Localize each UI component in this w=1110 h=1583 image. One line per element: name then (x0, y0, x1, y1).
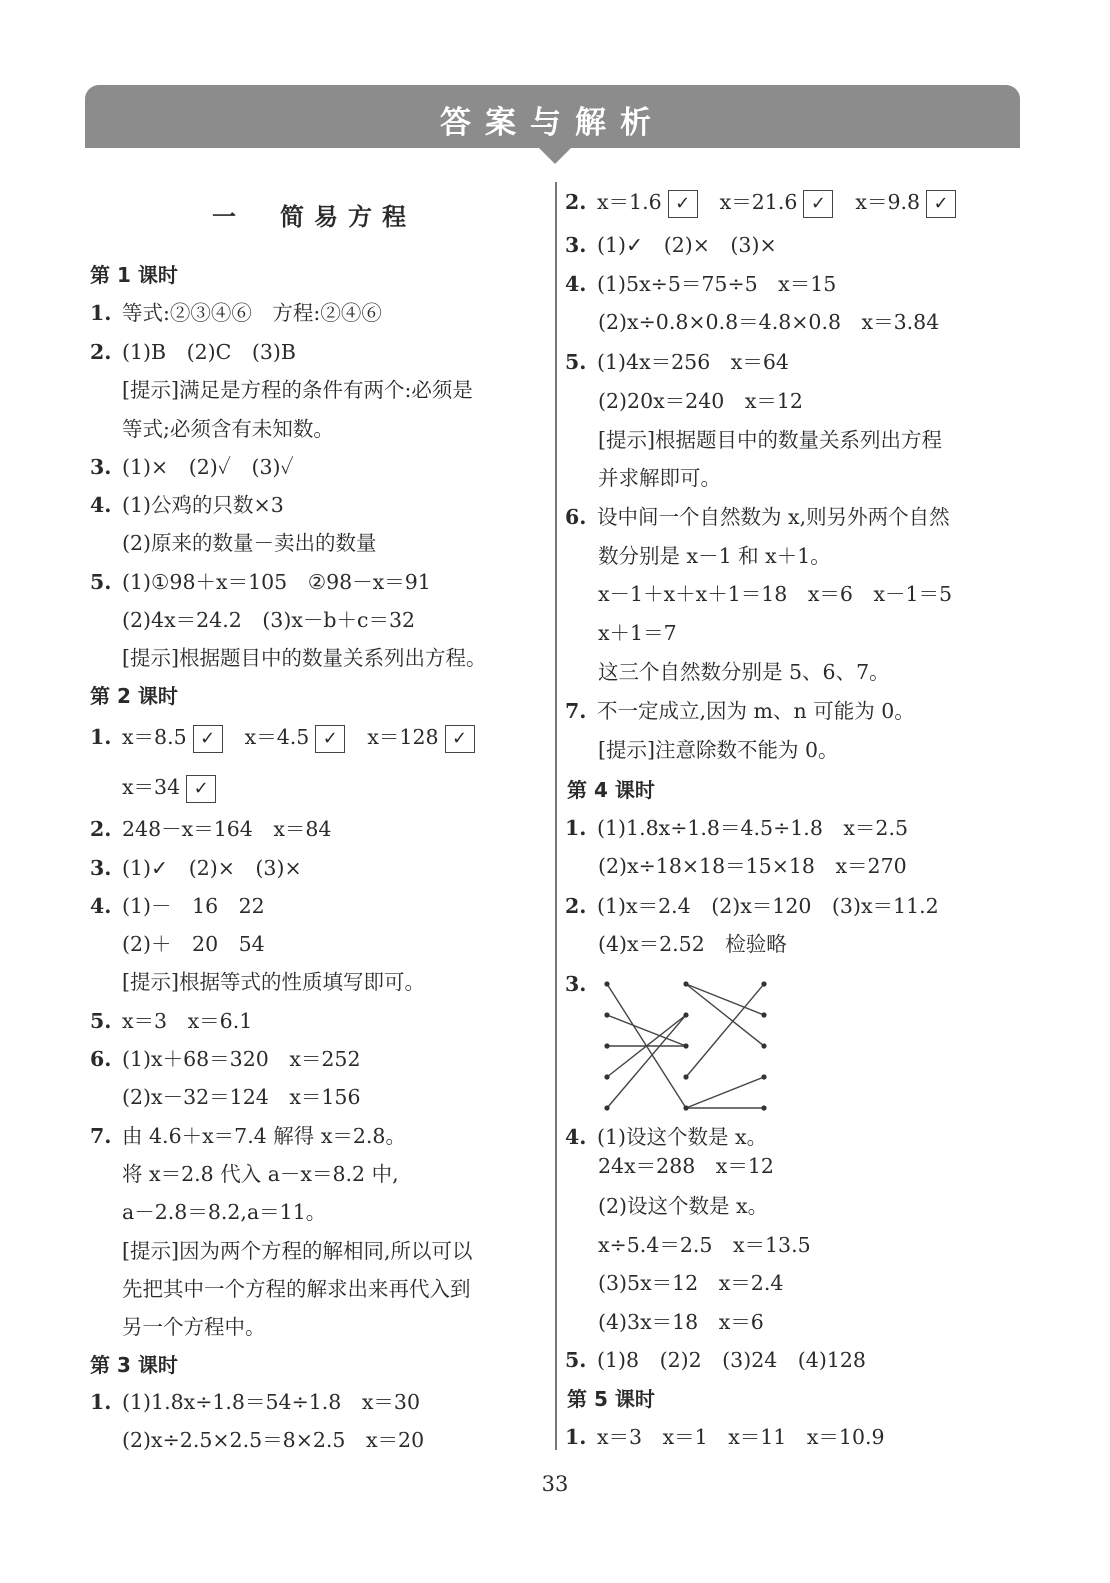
connection-line (686, 1077, 764, 1108)
answer-text: (1)－ 16 22 (122, 894, 265, 918)
question-number: 5. (90, 1009, 112, 1033)
check-box-icon: ✓ (803, 190, 833, 218)
question-number: 2. (90, 340, 112, 364)
answer-text: [提示]注意除数不能为 0。 (598, 738, 839, 762)
answer-text: (1)1.8x÷1.8＝4.5÷1.8 x＝2.5 (597, 816, 909, 840)
answer-text: x＝9.8 (855, 190, 921, 214)
diagram-dot (683, 1105, 688, 1110)
answer-text: (2)20x＝240 x＝12 (598, 389, 803, 413)
check-box-icon: ✓ (445, 725, 475, 753)
answer-text: x＝1.6 (597, 190, 662, 214)
answer-text: [提示]满足是方程的条件有两个:必须是 (122, 378, 473, 402)
answer-text: (2)x÷0.8×0.8＝4.8×0.8 x＝3.84 (598, 310, 940, 334)
answer-text: 设中间一个自然数为 x,则另外两个自然 (597, 505, 950, 529)
check-box-icon: ✓ (668, 190, 698, 218)
page-number: 33 (541, 1472, 569, 1496)
connection-line (607, 1015, 686, 1046)
answer-text: [提示]根据题目中的数量关系列出方程 (598, 428, 942, 452)
answer-text: (1)x＝2.4 (2)x＝120 (3)x＝11.2 (597, 894, 939, 918)
connection-line (686, 984, 764, 1077)
answer-text: x÷5.4＝2.5 x＝13.5 (598, 1233, 811, 1257)
answer-text: (2)x÷18×18＝15×18 x＝270 (598, 854, 907, 878)
answer-text: x＝21.6 (719, 190, 798, 214)
question-number: 3. (90, 856, 112, 880)
answer-text: 248－x＝164 x＝84 (122, 817, 332, 841)
check-box-icon: ✓ (186, 775, 216, 803)
answer-text: (1)8 (2)2 (3)24 (4)128 (597, 1348, 866, 1372)
check-box-icon: ✓ (315, 725, 345, 753)
question-number: 1. (90, 1390, 112, 1414)
answer-text: [提示]根据题目中的数量关系列出方程。 (122, 646, 487, 670)
diagram-dot (604, 981, 609, 986)
question-number: 3. (565, 972, 587, 996)
question-number: 5. (565, 350, 587, 374)
answer-text: x＝3 x＝6.1 (122, 1009, 253, 1033)
answer-text: (1)①98＋x＝105 ②98－x＝91 (122, 570, 431, 594)
answer-text: (1)× (2)✓ (3)✓ (122, 455, 294, 479)
diagram-dot (683, 1074, 688, 1079)
answer-text: 先把其中一个方程的解求出来再代入到 (122, 1277, 471, 1301)
question-number: 4. (565, 1125, 587, 1149)
question-number: 1. (90, 725, 112, 749)
diagram-dot (761, 1105, 766, 1110)
answer-text: x＝3 x＝1 x＝11 x＝10.9 (597, 1425, 885, 1449)
answer-text: (2)＋ 20 54 (122, 932, 265, 956)
answer-text: 不一定成立,因为 m、n 可能为 0。 (597, 699, 915, 723)
question-number: 2. (90, 817, 112, 841)
answer-text: (1)1.8x÷1.8＝54÷1.8 x＝30 (122, 1390, 420, 1414)
diagram-dot (761, 981, 766, 986)
answer-text: (2)原来的数量－卖出的数量 (122, 531, 377, 555)
answer-text: x＝4.5 (244, 725, 310, 749)
answer-text: (2)设这个数是 x。 (598, 1194, 769, 1218)
answer-text: (2)x－32＝124 x＝156 (122, 1085, 361, 1109)
question-number: 7. (565, 699, 587, 723)
question-number: 6. (565, 505, 587, 529)
answer-text: 等式:②③④⑥ 方程:②④⑥ (122, 301, 382, 325)
answer-text: (1)B (2)C (3)B (122, 340, 296, 364)
answer-text: (1)x＋68＝320 x＝252 (122, 1047, 361, 1071)
answer-text: x＝34 (122, 775, 181, 799)
question-number: 3. (90, 455, 112, 479)
answer-text: 由 4.6＋x＝7.4 解得 x＝2.8。 (122, 1124, 406, 1148)
diagram-dot (604, 1074, 609, 1079)
diagram-dot (761, 1074, 766, 1079)
answer-text: x＋1＝7 (598, 621, 677, 645)
question-number: 6. (90, 1047, 112, 1071)
diagram-dot (604, 1012, 609, 1017)
question-number: 7. (90, 1124, 112, 1148)
answer-text: (1)公鸡的只数×3 (122, 493, 284, 517)
question-number: 5. (565, 1348, 587, 1372)
question-number: 1. (565, 1425, 587, 1449)
question-number: 2. (565, 894, 587, 918)
answer-text: (2)4x＝24.2 (3)x－b＋c＝32 (122, 608, 416, 632)
answer-text: (1)✓ (2)× (3)× (122, 856, 302, 880)
answer-text: 另一个方程中。 (122, 1315, 266, 1339)
diagram-dot (604, 1105, 609, 1110)
diagram-dot (761, 1012, 766, 1017)
question-number: 4. (90, 894, 112, 918)
lesson-heading: 第 1 课时 (90, 263, 178, 287)
answer-text: (1)5x÷5＝75÷5 x＝15 (597, 272, 837, 296)
answer-text: (3)5x＝12 x＝2.4 (598, 1271, 784, 1295)
question-number: 3. (565, 233, 587, 257)
connection-line (686, 984, 764, 1015)
diagram-dot (604, 1043, 609, 1048)
answer-text: a－2.8＝8.2,a＝11。 (122, 1200, 327, 1224)
answer-text: 等式;必须含有未知数。 (122, 417, 334, 441)
answer-text: 数分别是 x－1 和 x＋1。 (598, 544, 831, 568)
diagram-dot (683, 981, 688, 986)
question-number: 4. (90, 493, 112, 517)
lesson-heading: 第 5 课时 (567, 1387, 655, 1411)
answer-text: [提示]根据等式的性质填写即可。 (122, 970, 425, 994)
lesson-heading: 第 4 课时 (567, 778, 655, 802)
answer-text: x＝128 (367, 725, 439, 749)
answer-text: (1)4x＝256 x＝64 (597, 350, 789, 374)
answer-text: (1)设这个数是 x。 (597, 1125, 768, 1149)
check-box-icon: ✓ (926, 190, 956, 218)
section-title: 一 简易方程 (212, 203, 416, 231)
answer-text: 并求解即可。 (598, 466, 721, 490)
question-number: 4. (565, 272, 587, 296)
question-number: 5. (90, 570, 112, 594)
diagram-dot (683, 1012, 688, 1017)
header-title: 答案与解析 (440, 105, 665, 141)
answer-text: 这三个自然数分别是 5、6、7。 (598, 660, 890, 684)
connection-line (686, 984, 764, 1046)
question-number: 1. (90, 301, 112, 325)
answer-text: (4)x＝2.52 检验略 (598, 932, 787, 956)
lesson-heading: 第 3 课时 (90, 1353, 178, 1377)
answer-text: (4)3x＝18 x＝6 (598, 1310, 764, 1334)
answer-text: [提示]因为两个方程的解相同,所以可以 (122, 1239, 473, 1263)
answer-text: (1)✓ (2)× (3)× (597, 233, 777, 257)
check-box-icon: ✓ (193, 725, 223, 753)
answer-text: x－1＋x＋x＋1＝18 x＝6 x－1＝5 (598, 582, 953, 606)
answer-text: (2)x÷2.5×2.5＝8×2.5 x＝20 (122, 1428, 425, 1452)
lesson-heading: 第 2 课时 (90, 684, 178, 708)
answer-text: 24x＝288 x＝12 (598, 1154, 774, 1178)
diagram-dot (761, 1043, 766, 1048)
connection-line (607, 1015, 686, 1108)
question-number: 1. (565, 816, 587, 840)
answer-text: 将 x＝2.8 代入 a－x＝8.2 中, (122, 1162, 399, 1186)
diagram-dot (683, 1043, 688, 1048)
question-number: 2. (565, 190, 587, 214)
answer-text: x＝8.5 (122, 725, 187, 749)
